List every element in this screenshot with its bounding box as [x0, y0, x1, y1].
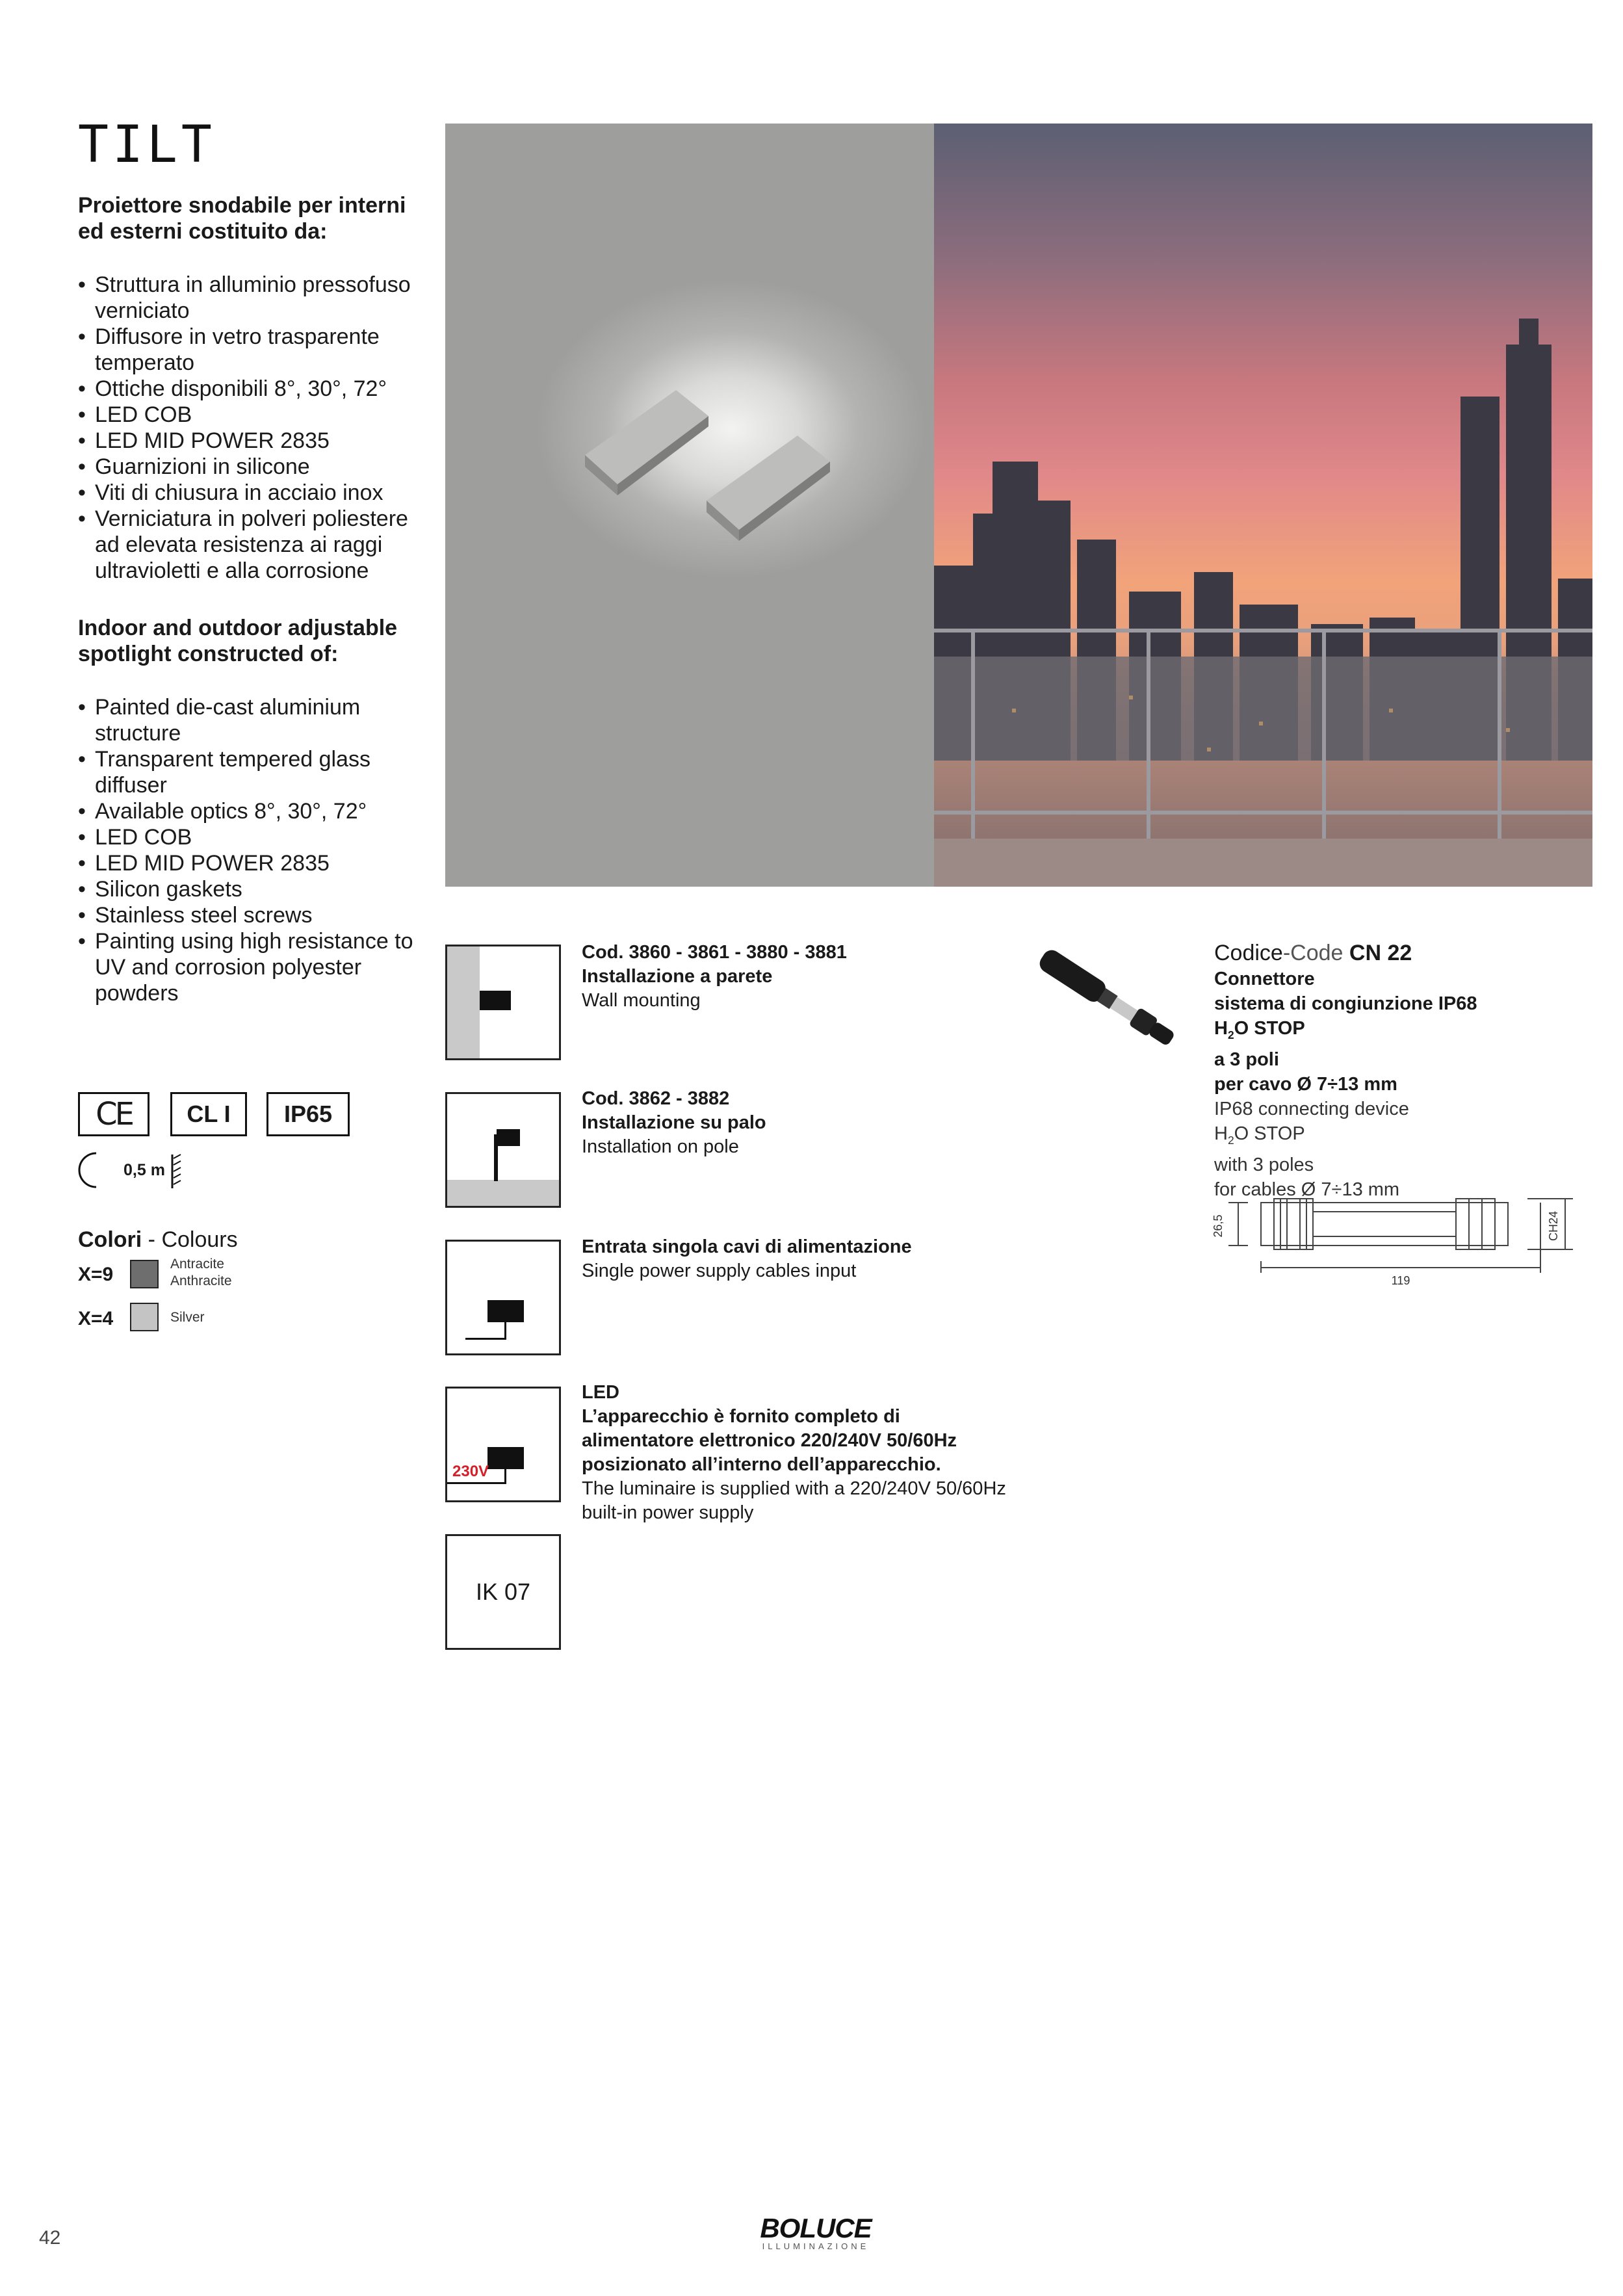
wall-mount-text: Cod. 3860 - 3861 - 3880 - 3881 Installazione a parete Wall mounting	[582, 942, 847, 1011]
feature-item: • Viti di chiusura in acciaio inox	[78, 480, 429, 506]
connector-illustration	[1024, 937, 1196, 1061]
feature-item: • Stainless steel screws	[78, 902, 429, 928]
spotlight-illustration	[445, 124, 934, 887]
dimension-height: 26,5	[1212, 1214, 1225, 1238]
colours-heading: Colori - Colours	[78, 1227, 238, 1252]
connector-description: Codice-Code CN 22 Connettore sistema di congiunzione IP68 $H_2O$ STOP a 3 poli per cavo Ø 7÷13 mm IP68 connecting device $H_2O$ STOP with 3 poles for cables Ø 7÷13 mm	[1214, 939, 1591, 1202]
city-sunset-photo	[934, 124, 1592, 887]
connector-photo	[1024, 937, 1196, 1061]
wall-mount-icon	[445, 945, 561, 1060]
feature-item: • Available optics 8°, 30°, 72°	[78, 798, 429, 824]
color-name-silver: Silver	[170, 1310, 205, 1325]
cable-input-text: Entrata singola cavi di alimentazione Single power supply cables input	[582, 1236, 912, 1281]
led-power-text: LED L’apparecchio è fornito completo di alimentatore elettronico 220/240V 50/60Hz posizionato all’interno dell’apparecchio. The luminaire is supplied with a 220/240V 50/60Hz built-in power supply	[582, 1382, 1006, 1523]
intro-italian: Proiettore snodabile per interni ed esterni costituito da:	[78, 193, 406, 244]
cable-input-icon	[445, 1240, 561, 1355]
feature-item: • Silicon gaskets	[78, 876, 429, 902]
connector-dimension-drawing	[1209, 1190, 1579, 1300]
dimension-ch: CH24	[1547, 1210, 1560, 1242]
feature-list-english	[78, 694, 429, 1006]
feature-item: • Diffusore in vetro trasparente temperato	[78, 324, 429, 376]
feature-item: • Verniciatura in polveri poliestere ad elevata resistenza ai raggi ultravioletti e alla corrosione	[78, 506, 429, 584]
swatch-silver	[130, 1303, 159, 1331]
product-photo-wall	[445, 124, 934, 887]
connector-code: Codice-Code CN 22	[1214, 941, 1412, 965]
color-code-silver: X=4	[78, 1308, 114, 1329]
feature-item: • Struttura in alluminio pressofuso verniciato	[78, 272, 429, 324]
feature-item: • Guarnizioni in silicone	[78, 454, 429, 480]
color-code-anthracite: X=9	[78, 1264, 114, 1285]
power-supply-icon	[445, 1387, 561, 1502]
dimension-length: 119	[1391, 1274, 1410, 1287]
ce-mark-icon: CE	[78, 1092, 149, 1136]
ik-rating-badge: IK 07	[445, 1534, 561, 1650]
intro-english: Indoor and outdoor adjustable spotlight constructed of:	[78, 616, 398, 666]
half-moon-icon	[78, 1152, 104, 1188]
feature-item: • LED COB	[78, 824, 429, 850]
class-badge: CL I	[170, 1092, 247, 1136]
feature-item: • Transparent tempered glass diffuser	[78, 746, 429, 798]
city-skyline-illustration	[934, 124, 1592, 887]
swatch-anthracite	[130, 1260, 159, 1288]
feature-item: • Ottiche disponibili 8°, 30°, 72°	[78, 376, 429, 402]
feature-list-italian	[78, 272, 429, 584]
page-number: 42	[39, 2227, 61, 2249]
illuminated-surface-icon	[170, 1153, 185, 1190]
feature-item: • Painting using high resistance to UV and corrosion polyester powders	[78, 928, 429, 1006]
feature-item: • Painted die-cast aluminium structure	[78, 694, 429, 746]
brand-logo: BOLUCE ILLUMINAZIONE	[760, 2213, 872, 2251]
color-name-anthracite: Antracite Anthracite	[170, 1257, 232, 1288]
page-title: TILT	[78, 116, 216, 174]
distance-label: 0,5 m	[123, 1161, 165, 1179]
pole-mount-icon	[445, 1092, 561, 1208]
connector-technical-drawing	[1209, 1190, 1579, 1300]
feature-item: • LED MID POWER 2835	[78, 428, 429, 454]
ip-badge: IP65	[266, 1092, 350, 1136]
pole-mount-text: Cod. 3862 - 3882 Installazione su palo Installation on pole	[582, 1088, 766, 1157]
feature-item: • LED COB	[78, 402, 429, 428]
feature-item: • LED MID POWER 2835	[78, 850, 429, 876]
voltage-label: 230V	[452, 1463, 489, 1480]
